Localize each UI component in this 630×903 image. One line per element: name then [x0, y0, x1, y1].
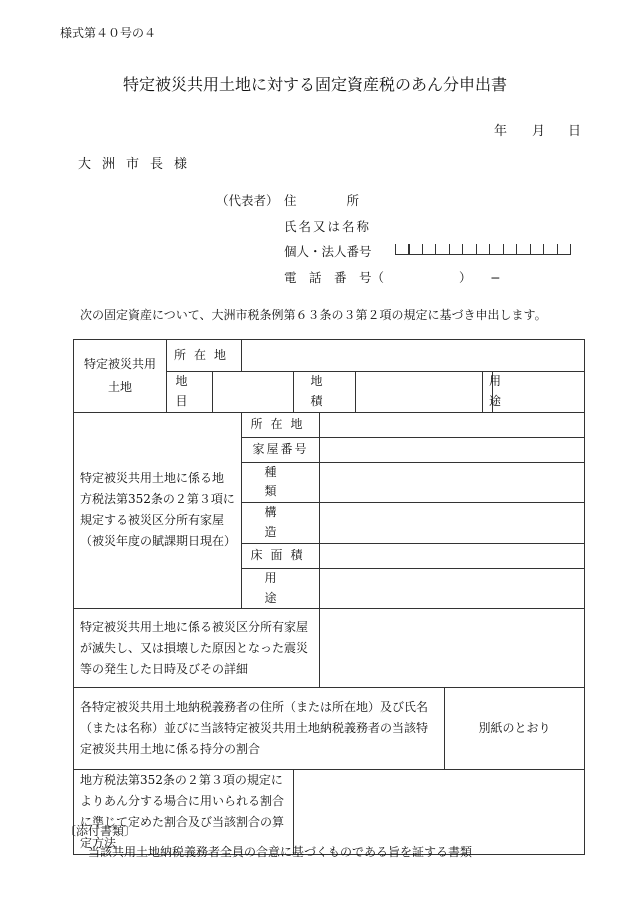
- owners-info-value: 別紙のとおり: [445, 688, 585, 770]
- representative-label: （代表者）: [216, 193, 279, 208]
- disaster-detail-field[interactable]: [320, 609, 585, 688]
- disaster-detail-label: 特定被災共用土地に係る被災区分所有家屋が滅失し、又は損壊した原因となった震災等の発生した日時及びその詳細: [74, 609, 320, 688]
- date-year-label: 年: [494, 124, 508, 139]
- area-field[interactable]: [356, 372, 483, 413]
- floor-area-field[interactable]: [320, 543, 585, 568]
- structure-label: 構造: [242, 503, 320, 544]
- document-title: 特定被災共用土地に対する固定資産税のあん分申出書: [122, 75, 507, 94]
- attachments-header: 〔添付書類〕: [64, 824, 137, 838]
- land-category-field[interactable]: [213, 372, 294, 413]
- condo-use-label: 用途: [242, 568, 320, 609]
- attachments-body: 当該共用土地納税義務者全員の合意に基づくものである旨を証する書類: [88, 845, 473, 859]
- kind-label: 種類: [242, 462, 320, 503]
- area-label: 地積: [294, 372, 356, 413]
- condo-location-field[interactable]: [320, 412, 585, 437]
- address-label: 住 所: [284, 193, 360, 208]
- phone-label: 電 話 番 号（ ） −: [284, 270, 501, 285]
- condo-header: 特定被災共用土地に係る地方税法第352条の２第３項に規定する被災区分所有家屋（被災年度の賦課期日現在）: [74, 412, 242, 609]
- personal-corporate-number-label: 個人・法人番号: [284, 244, 372, 259]
- date-month-label: 月: [532, 124, 546, 139]
- personal-number-boxes[interactable]: [395, 244, 571, 255]
- floor-area-label: 床面積: [242, 543, 320, 568]
- house-number-label: 家屋番号: [242, 437, 320, 462]
- land-header: 特定被災共用土地: [83, 357, 156, 394]
- application-table: [73, 339, 585, 855]
- condo-location-label: 所在地: [242, 412, 320, 437]
- location-field[interactable]: [242, 340, 585, 372]
- form-number: 様式第４０号の４: [60, 26, 157, 40]
- land-header-cell: [74, 340, 167, 413]
- name-label: 氏名又は名称: [284, 219, 372, 234]
- land-category-label: 地目: [167, 372, 213, 413]
- kind-field[interactable]: [320, 462, 585, 503]
- intro-text: 次の固定資産について、大洲市税条例第６３条の３第２項の規定に基づき申出します。: [80, 308, 547, 322]
- ratio-method-label: 地方税法第352条の２第３項の規定によりあん分する場合に用いられる割合に準じて定めた割合及び当該割合の算定方法: [74, 770, 294, 855]
- date-day-label: 日: [568, 124, 582, 139]
- owners-info-label: 各特定被災共用土地納税義務者の住所（または所在地）及び氏名（または名称）並びに当該特定被災共用土地納税義務者の当該特定被災共用土地に係る持分の割合: [74, 688, 445, 770]
- use-label: 用途: [483, 372, 493, 413]
- location-label: 所在地: [167, 340, 242, 372]
- addressee: 大洲市長様: [78, 157, 199, 172]
- condo-use-field[interactable]: [320, 568, 585, 609]
- house-number-field[interactable]: [320, 437, 585, 462]
- structure-field[interactable]: [320, 503, 585, 544]
